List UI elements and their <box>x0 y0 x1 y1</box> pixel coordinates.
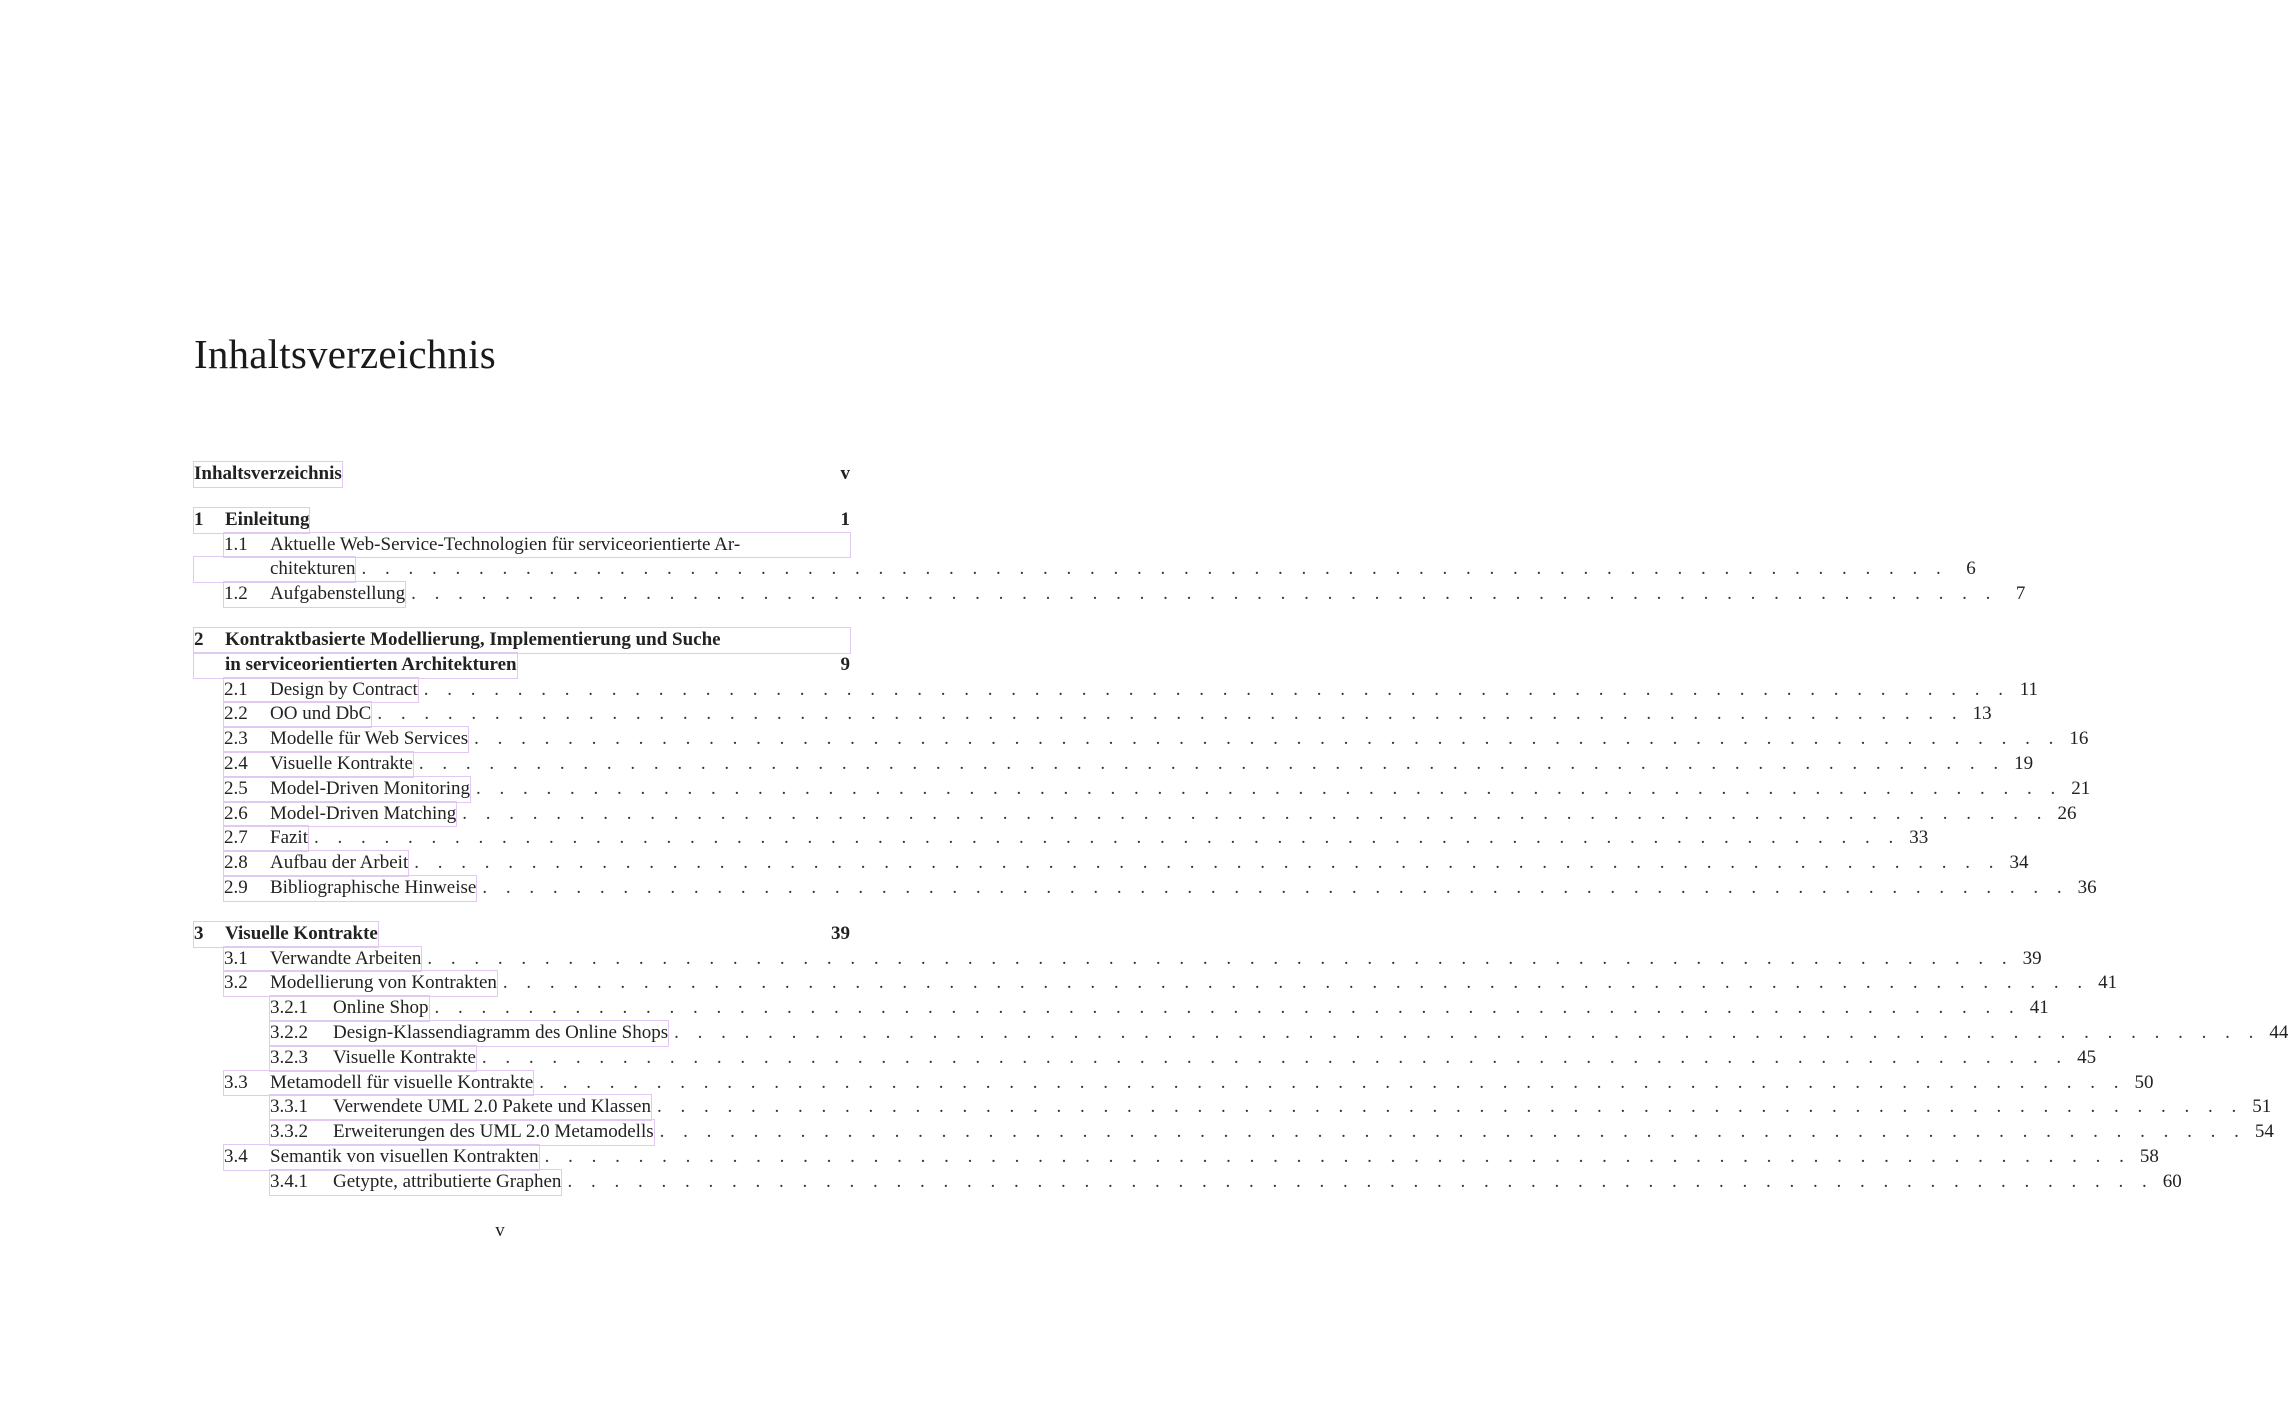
toc-number: 2.3 <box>224 728 248 750</box>
toc-title: Aufgabenstellung <box>270 583 406 605</box>
toc-section-2-2[interactable] <box>194 702 1992 727</box>
toc-number: 2.6 <box>224 802 248 824</box>
toc-link[interactable] <box>224 971 497 996</box>
toc-title: Model-Driven Matching <box>270 802 457 824</box>
toc-title: Design by Contract <box>270 678 418 700</box>
toc-page: 1 <box>840 508 850 530</box>
toc-entry-front[interactable] <box>194 462 850 487</box>
toc-page: 51 <box>2252 1096 2272 1118</box>
table-of-contents <box>194 462 2288 1195</box>
toc-number: 2 <box>194 628 204 650</box>
toc-section-2-7[interactable] <box>194 826 1929 851</box>
toc-link[interactable] <box>224 582 405 607</box>
toc-section-3-2[interactable] <box>194 971 2118 996</box>
toc-section-1-1[interactable] <box>194 533 850 558</box>
toc-number: 2.1 <box>224 678 248 700</box>
toc-title: Modelle für Web Services <box>270 728 469 750</box>
leader-dots: . . . . . . . . . . . . . . . . . . . . . . . . . . . . . . . . . . . . . . . . . . . . . . . . . . . . . . . . . . . . . . . . . . . . <box>462 802 2049 824</box>
toc-title: Model-Driven Monitoring <box>270 777 471 799</box>
leader-dots: . . . . . . . . . . . . . . . . . . . . . . . . . . . . . . . . . . . . . . . . . . . . . . . . . . . . . . . . . . . . . . . . . . . . <box>659 1121 2246 1143</box>
toc-number: 1 <box>194 508 204 530</box>
toc-section-2-5[interactable] <box>194 777 2091 802</box>
leader-dots: . . . . . . . . . . . . . . . . . . . . . . . . . . . . . . . . . . . . . . . . . . . . . . . . . . . . . . . . . . . . . . . . . . . . <box>361 558 1948 580</box>
leader-dots: . . . . . . . . . . . . . . . . . . . . . . . . . . . . . . . . . . . . . . . . . . . . . . . . . . . . . . . . . . . . . . . . . . . . <box>567 1170 2154 1192</box>
toc-number: 2.2 <box>224 703 248 725</box>
toc-link[interactable] <box>194 508 309 533</box>
leader-dots: . . . . . . . . . . . . . . . . . . . . . . . . . . . . . . . . . . . . . . . . . . . . . . . . . . . . . . . . . . . . . . . . . . . . <box>474 728 2061 750</box>
toc-page: 7 <box>2015 583 2026 605</box>
toc-title: Einleitung <box>225 508 310 530</box>
toc-page: 50 <box>2134 1071 2154 1093</box>
toc-link[interactable] <box>224 777 470 802</box>
toc-page: 45 <box>2077 1046 2097 1068</box>
toc-link[interactable] <box>224 702 371 727</box>
leader-dots: . . . . . . . . . . . . . . . . . . . . . . . . . . . . . . . . . . . . . . . . . . . . . . . . . . . . . . . . . . . . . . . . . . . . <box>657 1096 2244 1118</box>
toc-number: 2.4 <box>224 752 248 774</box>
toc-page: 58 <box>2139 1145 2159 1167</box>
toc-link[interactable] <box>224 802 456 827</box>
leader-dots: . . . . . . . . . . . . . . . . . . . . . . . . . . . . . . . . . . . . . . . . . . . . . . . . . . . . . . . . . . . . . . . . . . . . <box>314 827 1901 849</box>
toc-page: 36 <box>2077 876 2097 898</box>
toc-link[interactable] <box>270 1046 476 1071</box>
toc-link[interactable] <box>224 678 418 703</box>
toc-chapter-2[interactable] <box>194 628 850 653</box>
leader-dots: . . . . . . . . . . . . . . . . . . . . . . . . . . . . . . . . . . . . . . . . . . . . . . . . . . . . . . . . . . . . . . . . . . . . <box>539 1071 2126 1093</box>
toc-title[interactable]: Inhaltsverzeichnis <box>194 462 342 487</box>
leader-dots: . . . . . . . . . . . . . . . . . . . . . . . . . . . . . . . . . . . . . . . . . . . . . . . . . . . . . . . . . . . . . . . . . . . . <box>481 1046 2069 1068</box>
toc-section-2-6[interactable] <box>194 802 2077 827</box>
toc-number: 1.1 <box>224 533 248 555</box>
toc-title: Getypte, attributierte Graphen <box>333 1170 562 1192</box>
toc-section-1-2[interactable] <box>194 582 2026 607</box>
toc-subsection-3-2-1[interactable] <box>194 996 2049 1021</box>
toc-title: Visuelle Kontrakte <box>225 922 378 944</box>
toc-number: 3 <box>194 922 204 944</box>
toc-page: 33 <box>1909 827 1929 849</box>
toc-subsection-3-3-1[interactable] <box>194 1095 2272 1120</box>
leader-dots: . . . . . . . . . . . . . . . . . . . . . . . . . . . . . . . . . . . . . . . . . . . . . . . . . . . . . . . . . . . . . . . . . . . . <box>418 752 2006 774</box>
toc-link[interactable] <box>224 1145 539 1170</box>
toc-link[interactable] <box>194 557 355 582</box>
toc-link[interactable] <box>224 826 308 851</box>
toc-link[interactable] <box>270 1120 654 1145</box>
toc-page: 13 <box>1972 703 1992 725</box>
toc-subsection-3-2-3[interactable] <box>194 1046 2097 1071</box>
toc-number: 1.2 <box>224 583 248 605</box>
toc-chapter-1[interactable] <box>194 508 850 533</box>
toc-number: 3.3 <box>224 1071 248 1093</box>
toc-page: 39 <box>831 922 850 944</box>
page-number-footer: v <box>495 1220 505 1241</box>
toc-number: 2.7 <box>224 827 248 849</box>
toc-page: 21 <box>2071 777 2091 799</box>
toc-page: 19 <box>2014 752 2034 774</box>
toc-section-2-9[interactable] <box>194 876 2097 901</box>
toc-title: Design-Klassendiagramm des Online Shops <box>333 1021 669 1043</box>
toc-number: 3.4 <box>224 1145 248 1167</box>
toc-subsection-3-4-1[interactable] <box>194 1170 2182 1195</box>
toc-section-3-3[interactable] <box>194 1071 2154 1096</box>
toc-title: Visuelle Kontrakte <box>270 752 413 774</box>
toc-page: 34 <box>2009 852 2029 874</box>
toc-number: 3.2.2 <box>270 1021 308 1043</box>
toc-link[interactable] <box>270 1021 668 1046</box>
leader-dots: . . . . . . . . . . . . . . . . . . . . . . . . . . . . . . . . . . . . . . . . . . . . . . . . . . . . . . . . . . . . . . . . . . . . <box>414 852 2001 874</box>
toc-title: Aufbau der Arbeit <box>270 852 409 874</box>
leader-dots: . . . . . . . . . . . . . . . . . . . . . . . . . . . . . . . . . . . . . . . . . . . . . . . . . . . . . . . . . . . . . . . . . . . . <box>482 876 2069 898</box>
toc-section-1-1-cont[interactable] <box>194 557 1976 582</box>
toc-link[interactable] <box>194 653 517 678</box>
toc-title: Visuelle Kontrakte <box>333 1046 476 1068</box>
toc-link[interactable] <box>224 727 468 752</box>
toc-title: Verwendete UML 2.0 Pakete und Klassen <box>333 1096 651 1118</box>
toc-title: Modellierung von Kontrakten <box>270 972 497 994</box>
toc-number: 3.4.1 <box>270 1170 308 1192</box>
toc-page: 41 <box>2098 972 2118 994</box>
toc-subsection-3-3-2[interactable] <box>194 1120 2274 1145</box>
toc-title: Verwandte Arbeiten <box>270 947 422 969</box>
toc-title-continuation: in serviceorientierten Architekturen <box>225 653 517 675</box>
toc-section-3-1[interactable] <box>194 947 2042 972</box>
toc-number: 2.8 <box>224 852 248 874</box>
toc-page: 6 <box>1966 558 1976 580</box>
page-title: Inhaltsverzeichnis <box>194 331 496 377</box>
leader-dots: . . . . . . . . . . . . . . . . . . . . . . . . . . . . . . . . . . . . . . . . . . . . . . . . . . . . . . . . . . . . . . . . . . . . <box>544 1145 2131 1167</box>
toc-title: Metamodell für visuelle Kontrakte <box>270 1071 534 1093</box>
toc-link[interactable] <box>194 922 378 947</box>
leader-dots: . . . . . . . . . . . . . . . . . . . . . . . . . . . . . . . . . . . . . . . . . . . . . . . . . . . . . . . . . . . . . . . . . . . . <box>476 777 2063 799</box>
toc-link[interactable] <box>270 996 429 1021</box>
toc-link[interactable] <box>224 752 413 777</box>
toc-page: 26 <box>2057 802 2077 824</box>
toc-page: 54 <box>2254 1121 2274 1143</box>
toc-link[interactable] <box>224 1071 533 1096</box>
toc-title: Aktuelle Web-Service-Technologien für serviceorientierte Ar- <box>270 533 741 555</box>
toc-chapter-3[interactable] <box>194 922 850 947</box>
leader-dots: . . . . . . . . . . . . . . . . . . . . . . . . . . . . . . . . . . . . . . . . . . . . . . . . . . . . . . . . . . . . . . . . . . . . <box>411 583 1998 605</box>
toc-title: Semantik von visuellen Kontrakten <box>270 1145 539 1167</box>
toc-number: 3.3.2 <box>270 1121 308 1143</box>
toc-title: Bibliographische Hinweise <box>270 876 477 898</box>
toc-page: 41 <box>2029 997 2049 1019</box>
toc-page: 60 <box>2162 1170 2182 1192</box>
leader-dots: . . . . . . . . . . . . . . . . . . . . . . . . . . . . . . . . . . . . . . . . . . . . . . . . . . . . . . . . . . . . . . . . . . . . <box>377 703 1964 725</box>
toc-section-2-3[interactable] <box>194 727 2089 752</box>
toc-page: 9 <box>840 653 850 675</box>
toc-page: 16 <box>2069 728 2089 750</box>
leader-dots: . . . . . . . . . . . . . . . . . . . . . . . . . . . . . . . . . . . . . . . . . . . . . . . . . . . . . . . . . . . . . . . . . . . . <box>502 972 2090 994</box>
toc-number: 3.2.3 <box>270 1046 308 1068</box>
toc-section-2-4[interactable] <box>194 752 2034 777</box>
toc-number: 2.5 <box>224 777 248 799</box>
toc-link[interactable] <box>224 533 850 558</box>
toc-link[interactable] <box>224 851 408 876</box>
toc-link[interactable] <box>224 947 421 972</box>
leader-dots: . . . . . . . . . . . . . . . . . . . . . . . . . . . . . . . . . . . . . . . . . . . . . . . . . . . . . . . . . . . . . . . . . . . . <box>427 947 2014 969</box>
toc-link[interactable] <box>194 628 850 653</box>
toc-subsection-3-2-2[interactable] <box>194 1021 2288 1046</box>
toc-number: 3.2.1 <box>270 997 308 1019</box>
toc-number: 3.2 <box>224 972 248 994</box>
leader-dots: . . . . . . . . . . . . . . . . . . . . . . . . . . . . . . . . . . . . . . . . . . . . . . . . . . . . . . . . . . . . . . . . . . . . <box>434 997 2021 1019</box>
toc-number: 3.1 <box>224 947 248 969</box>
toc-page: 44 <box>2269 1021 2288 1043</box>
toc-section-3-4[interactable] <box>194 1145 2159 1170</box>
toc-page: 11 <box>2019 678 2039 700</box>
toc-title: Kontraktbasierte Modellierung, Implementierung und Suche <box>225 628 721 650</box>
toc-title: Erweiterungen des UML 2.0 Metamodells <box>333 1121 654 1143</box>
toc-section-2-8[interactable] <box>194 851 2029 876</box>
toc-link[interactable] <box>224 876 476 901</box>
toc-title: OO und DbC <box>270 703 372 725</box>
toc-number: 2.9 <box>224 876 248 898</box>
leader-dots: . . . . . . . . . . . . . . . . . . . . . . . . . . . . . . . . . . . . . . . . . . . . . . . . . . . . . . . . . . . . . . . . . . . . <box>423 678 2011 700</box>
toc-link[interactable] <box>270 1170 561 1195</box>
toc-page: 39 <box>2022 947 2042 969</box>
toc-page: v <box>840 463 850 484</box>
toc-title: Online Shop <box>333 997 429 1019</box>
toc-title: Fazit <box>270 827 308 849</box>
leader-dots: . . . . . . . . . . . . . . . . . . . . . . . . . . . . . . . . . . . . . . . . . . . . . . . . . . . . . . . . . . . . . . . . . . . . <box>674 1021 2261 1043</box>
toc-section-2-1[interactable] <box>194 678 2039 703</box>
toc-number: 3.3.1 <box>270 1096 308 1118</box>
toc-title-continuation: chitekturen <box>270 558 356 580</box>
toc-chapter-2-cont[interactable] <box>194 653 850 678</box>
toc-link[interactable] <box>270 1095 651 1120</box>
